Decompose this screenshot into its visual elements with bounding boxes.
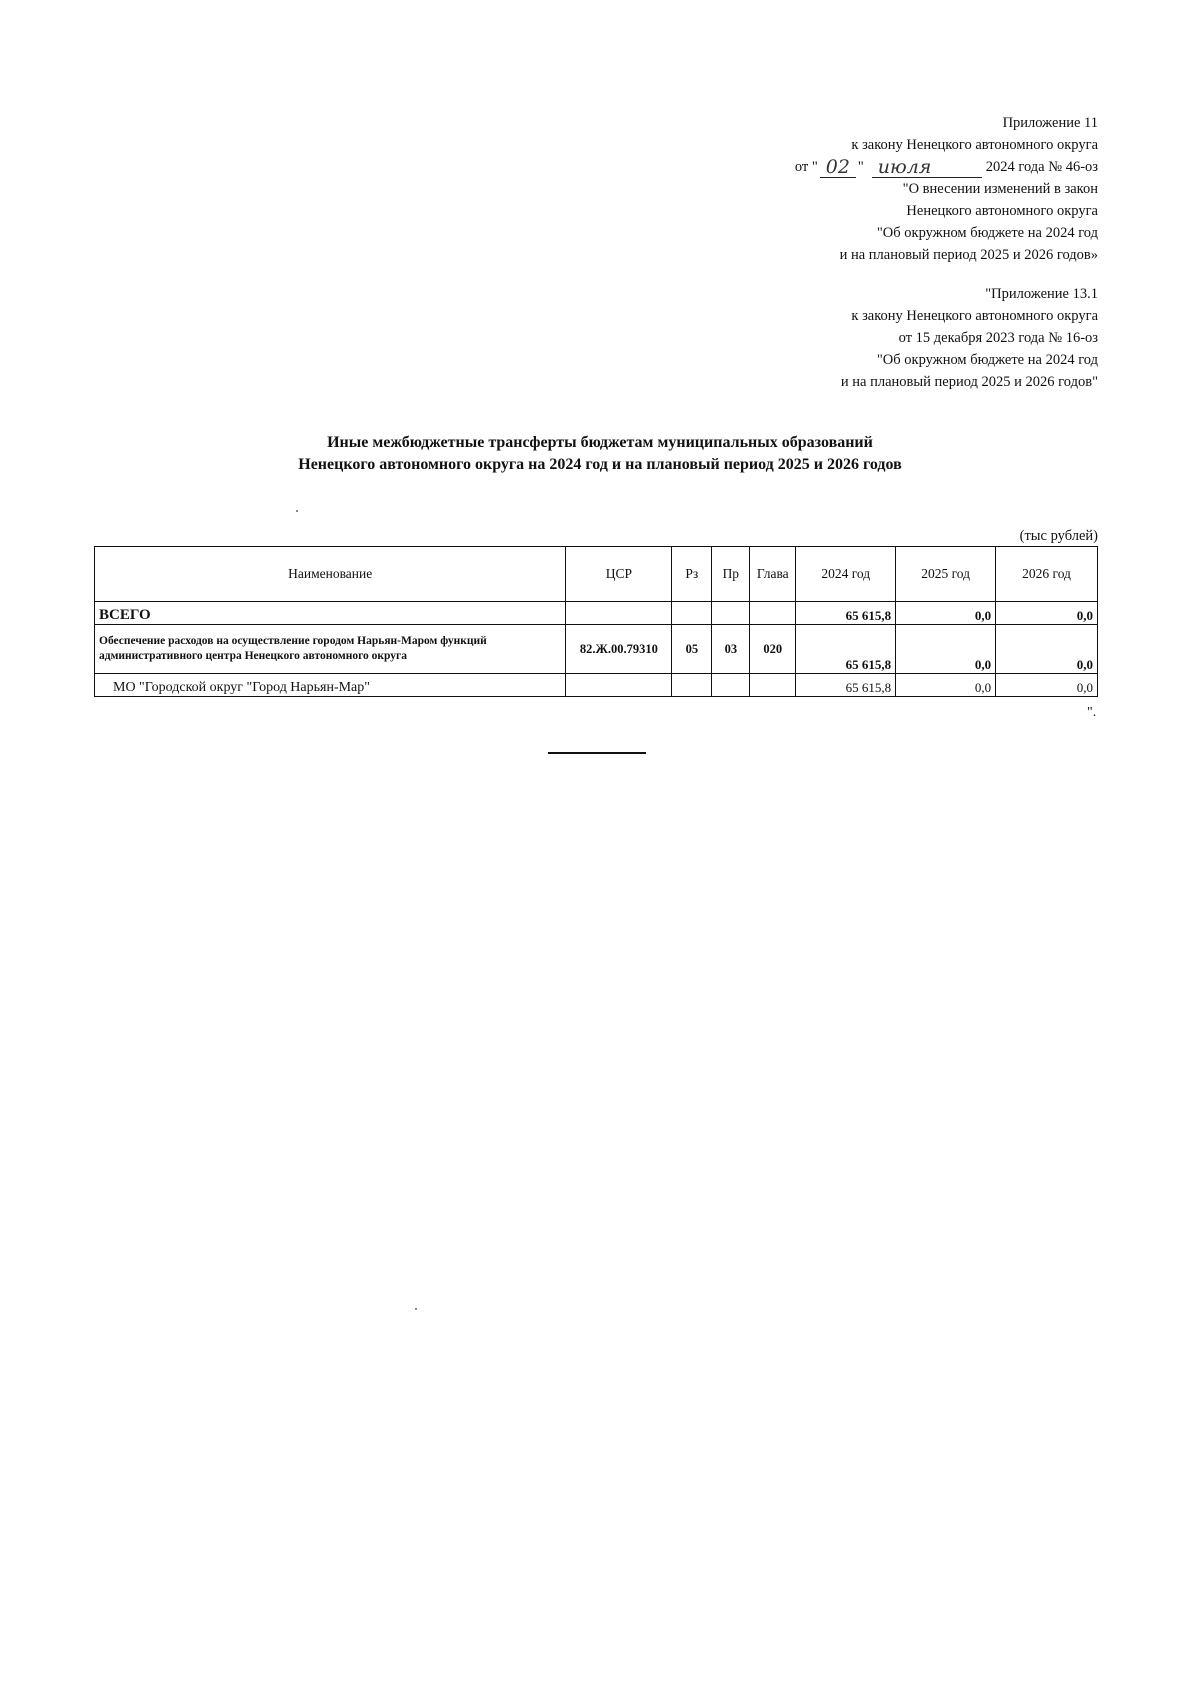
program-2024: 65 615,8 — [796, 625, 896, 674]
municipality-2024: 65 615,8 — [796, 674, 896, 697]
program-rz: 05 — [672, 625, 712, 674]
table-row-program — [95, 625, 1098, 674]
appendix-ref-line3: от 15 декабря 2023 года № 16-оз — [898, 330, 1098, 346]
program-pr: 03 — [712, 625, 750, 674]
col-header-2025: 2025 год — [896, 547, 996, 602]
col-header-2024: 2024 год — [796, 547, 896, 602]
total-label: ВСЕГО — [95, 602, 566, 625]
law-date-line — [795, 156, 1098, 178]
col-header-csr: ЦСР — [566, 547, 672, 602]
appendix-ref-line4: "Об окружном бюджете на 2024 год — [876, 352, 1098, 368]
amendment-title-line3: "Об окружном бюджете на 2024 год — [876, 225, 1098, 241]
table-row-municipality — [95, 674, 1098, 697]
appendix-ref-line5: и на плановый период 2025 и 2026 годов" — [840, 374, 1098, 390]
empty-cell — [750, 602, 796, 625]
program-csr: 82.Ж.00.79310 — [566, 625, 672, 674]
municipality-2025: 0,0 — [896, 674, 996, 697]
units-label: (тыс рублей) — [1019, 528, 1098, 544]
title-line2: Ненецкого автономного округа на 2024 год и на плановый период 2025 и 2026 годов — [298, 456, 902, 473]
document-title — [0, 432, 1200, 476]
col-header-glava: Глава — [750, 547, 796, 602]
empty-cell — [672, 674, 712, 697]
empty-cell — [712, 602, 750, 625]
appendix-ref-line2: к закону Ненецкого автономного округа — [851, 308, 1098, 324]
amendment-title-line2: Ненецкого автономного округа — [906, 203, 1098, 219]
date-suffix: 2024 года № 46-оз — [985, 159, 1098, 175]
handwritten-day: 02 — [820, 157, 856, 178]
transfers-table — [94, 546, 1098, 697]
table-row-total — [95, 602, 1098, 625]
program-2025: 0,0 — [896, 625, 996, 674]
municipality-2026: 0,0 — [996, 674, 1098, 697]
empty-cell — [566, 674, 672, 697]
end-of-document-rule — [548, 752, 646, 754]
total-2024: 65 615,8 — [796, 602, 896, 625]
total-2026: 0,0 — [996, 602, 1098, 625]
col-header-2026: 2026 год — [996, 547, 1098, 602]
date-prefix: от " — [794, 159, 818, 175]
appendix-number: Приложение 11 — [1002, 115, 1098, 131]
law-name: к закону Ненецкого автономного округа — [851, 137, 1098, 153]
amendment-title-line4: и на плановый период 2025 и 2026 годов» — [839, 247, 1098, 263]
handwritten-month: июля — [872, 157, 982, 178]
date-quote: " — [857, 159, 864, 175]
amendment-title-line1: "О внесении изменений в закон — [902, 181, 1098, 197]
closing-quote: ". — [1087, 705, 1097, 720]
col-header-pr: Пр — [712, 547, 750, 602]
empty-cell — [712, 674, 750, 697]
scan-speck — [296, 510, 298, 512]
total-2025: 0,0 — [896, 602, 996, 625]
empty-cell — [750, 674, 796, 697]
empty-cell — [566, 602, 672, 625]
municipality-label: МО "Городской округ "Город Нарьян-Мар" — [95, 674, 566, 697]
program-label: Обеспечение расходов на осуществление городом Нарьян-Маром функций административного центра Ненецкого автономного округа — [95, 625, 566, 674]
empty-cell — [672, 602, 712, 625]
program-2026: 0,0 — [996, 625, 1098, 674]
col-header-rz: Рз — [672, 547, 712, 602]
scan-speck — [415, 1308, 417, 1310]
title-line1: Иные межбюджетные трансферты бюджетам муниципальных образований — [327, 434, 873, 451]
program-glava: 020 — [750, 625, 796, 674]
appendix-reference-block — [841, 283, 1098, 393]
col-header-name: Наименование — [95, 547, 566, 602]
law-reference-block — [795, 112, 1098, 266]
appendix-ref-line1: "Приложение 13.1 — [985, 286, 1098, 302]
table-header-row — [95, 547, 1098, 602]
